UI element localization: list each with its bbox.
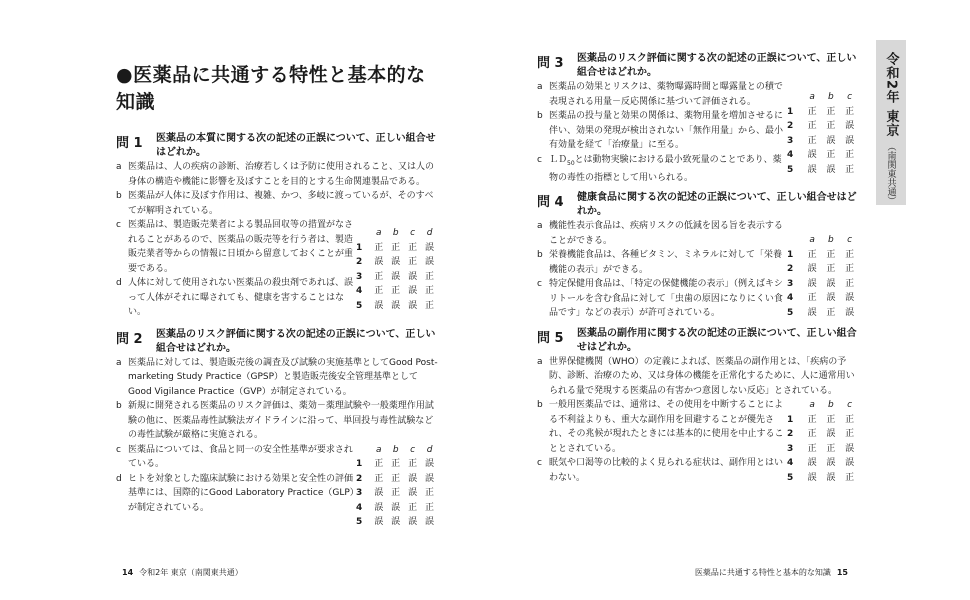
answer-row: 5 誤 誤 誤 誤: [356, 517, 435, 527]
side-tab-title: 令和2年 東京: [883, 52, 899, 138]
statement-c: c ＬＤ$_{50}$とは動物実験における最小致死量のことであり、薬物の毒性の指標として用いられる。: [537, 154, 782, 183]
answer-row: 1 正 正 正: [787, 249, 855, 260]
question-stem: 医薬品の副作用に関する次の記述の正誤について、正しい組合せはどれか。: [577, 327, 857, 353]
question-2: [116, 328, 438, 530]
answer-row: 1 正 正 正: [787, 414, 855, 425]
statement-c: c 医薬品は、製造販売業者による製品回収等の措置がなされることがあるので、医薬品の販売等を行う者は、製造販売業者等からの情報に日頃から留意しておくことが重要である。: [116, 220, 354, 274]
question-number: 問 1: [116, 136, 143, 151]
question-4: [537, 191, 859, 321]
answer-header: a b c: [809, 92, 853, 102]
answer-row: 1 正 正 正 誤: [356, 459, 435, 469]
question-3: [537, 52, 859, 185]
footer-left: [116, 567, 243, 578]
section-title: ●医薬品に共通する特性と基本的な知識: [116, 64, 426, 113]
answer-row: 2 正 正 誤 誤: [356, 473, 435, 484]
answer-row: 4 正 誤 誤: [787, 293, 855, 304]
answer-row: 4 誤 誤 誤: [787, 458, 855, 469]
statement-b: b 医薬品の投与量と効果の関係は、薬物用量を増加させるに伴い、効果の発現が検出されない「無作用量」から、最小有効量を経て「治療量」に至る。: [537, 111, 784, 150]
answer-row: 1 正 正 正: [787, 106, 855, 117]
statement-a: a 医薬品は、人の疾病の診断、治療若しくは予防に使用されること、又は人の身体の構造や機能に影響を及ぼすことを目的とする生命関連製品である。: [116, 162, 435, 187]
question-stem: 健康食品に関する次の記述の正誤について、正しい組合せはどれか。: [577, 192, 857, 218]
answer-row: 5 誤 正 誤: [787, 307, 855, 318]
answer-header: a b c d: [375, 444, 433, 455]
answer-row: 5 誤 誤 誤 正: [356, 300, 435, 311]
answer-row: 5 誤 誤 正: [787, 472, 855, 483]
footer-right: [695, 567, 854, 578]
answer-row: 1 正 正 正 誤: [356, 242, 435, 253]
statement-a: a 世界保健機関（WHO）の定義によれば、医薬品の副作用とは、「疾病の予防、診断、治療のため、又は身体の機能を正常化するために、人に通常用いられる量で発現する医薬品の有害かつ意図しない反応」とされている。: [537, 356, 855, 396]
answer-row: 3 正 誤 誤 正: [356, 271, 435, 282]
statement-c: c 眠気や口渇等の比較的よく見られる症状は、副作用とはいわない。: [537, 458, 784, 483]
running-footer: 令和2年 東京（南関東共通）: [139, 568, 243, 577]
question-stem: 医薬品のリスク評価に関する次の記述の正誤について、正しい組合せはどれか。: [156, 328, 436, 354]
statement-b: b 医薬品が人体に及ぼす作用は、複雑、かつ、多岐に渡っているが、そのすべてが解明されている。: [116, 191, 434, 216]
statement-b: b 新規に開発される医薬品のリスク評価は、薬効－薬理試験や一般薬理作用試験の他に、医薬品毒性試験法ガイドラインに沿って、単回投与毒性試験などの毒性試験が厳格に実施される。: [116, 401, 434, 440]
answer-row: 3 正 正 誤: [787, 443, 855, 454]
page-number: 14: [122, 568, 134, 577]
running-footer: 医薬品に共通する特性と基本的な知識: [694, 568, 831, 577]
answer-row: 3 誤 正 誤 正: [356, 488, 435, 498]
question-5: [537, 327, 859, 486]
left-page: [116, 60, 438, 536]
side-tab-subtitle: （南関東共通）: [885, 141, 896, 205]
answer-row: 5 誤 誤 正: [787, 164, 855, 175]
answer-header: a b c: [809, 235, 853, 246]
answer-table: [356, 218, 438, 320]
answer-table: [787, 219, 859, 321]
statement-c: c 特定保健用食品は、「特定の保健機能の表示」（例えばキシリトールを含む食品に対して「虫歯の原因になりにくい食品です」などの表示）が許可されている。: [537, 279, 783, 319]
statement-b: b 栄養機能食品は、各種ビタミン、ミネラルに対して「栄養機能の表示」ができる。: [537, 250, 783, 275]
side-tab: [876, 40, 906, 205]
right-page: [537, 52, 859, 491]
answer-row: 4 正 正 誤 正: [356, 286, 435, 296]
answer-row: 4 誤 誤 正 正: [356, 502, 435, 513]
question-number: 問 4: [537, 195, 564, 211]
statement-a: a 医薬品に対しては、製造販売後の調査及び試験の実施基準としてGood Post-marketing Study Practice（GPSP）と製造販売後安全管理基準としてGood Vigilance Practice（GVP）が制定されている。: [116, 357, 438, 397]
question-stem: 医薬品のリスク評価に関する次の記述の正誤について、正しい組合せはどれか。: [577, 53, 857, 78]
answer-row: 2 誤 誤 正 誤: [356, 257, 435, 267]
answer-row: 2 正 誤 正: [787, 429, 855, 440]
statement-a: a 医薬品の効果とリスクは、薬物曝露時間と曝露量との積で表現される用量－反応関係に基づいて評価される。: [537, 82, 783, 107]
answer-table: [356, 443, 438, 530]
question-number: 問 5: [537, 330, 564, 346]
answer-row: 3 誤 誤 正: [787, 278, 855, 289]
answer-table: [787, 398, 859, 485]
answer-row: 2 正 正 誤: [787, 121, 855, 131]
answer-header: a b c d: [375, 228, 433, 238]
answer-row: 3 正 誤 誤: [787, 135, 855, 146]
statement-d: d ヒトを対象とした臨床試験における効果と安全性の評価基準には、国際的にGood Laboratory Practice（GLP）が制定されている。: [116, 473, 355, 513]
answer-row: 4 誤 正 正: [787, 150, 855, 160]
answer-table: [787, 80, 859, 185]
statement-b: b 一般用医薬品では、通常は、その使用を中断することによる不利益よりも、重大な副作用を回避することが優先され、その兆候が現れたときには基本的に使用を中止することとされている。: [537, 400, 784, 454]
statement-d: d 人体に対して使用されない医薬品の殺虫剤であれば、誤って人体がそれに曝されても、健康を害することはない。: [116, 278, 354, 317]
answer-header: a b c: [809, 400, 853, 411]
page-number: 15: [836, 568, 848, 577]
answer-row: 2 誤 正 正: [787, 264, 855, 275]
statement-a: a 機能性表示食品は、疾病リスクの低減を図る旨を表示することができる。: [537, 221, 783, 246]
question-number: 問 3: [537, 56, 564, 71]
statement-c: c 医薬品については、食品と同一の安全性基準が要求されている。: [116, 444, 353, 469]
question-number: 問 2: [116, 331, 143, 347]
question-stem: 医薬品の本質に関する次の記述の正誤について、正しい組合せはどれか。: [156, 133, 436, 158]
question-1: [116, 132, 438, 320]
